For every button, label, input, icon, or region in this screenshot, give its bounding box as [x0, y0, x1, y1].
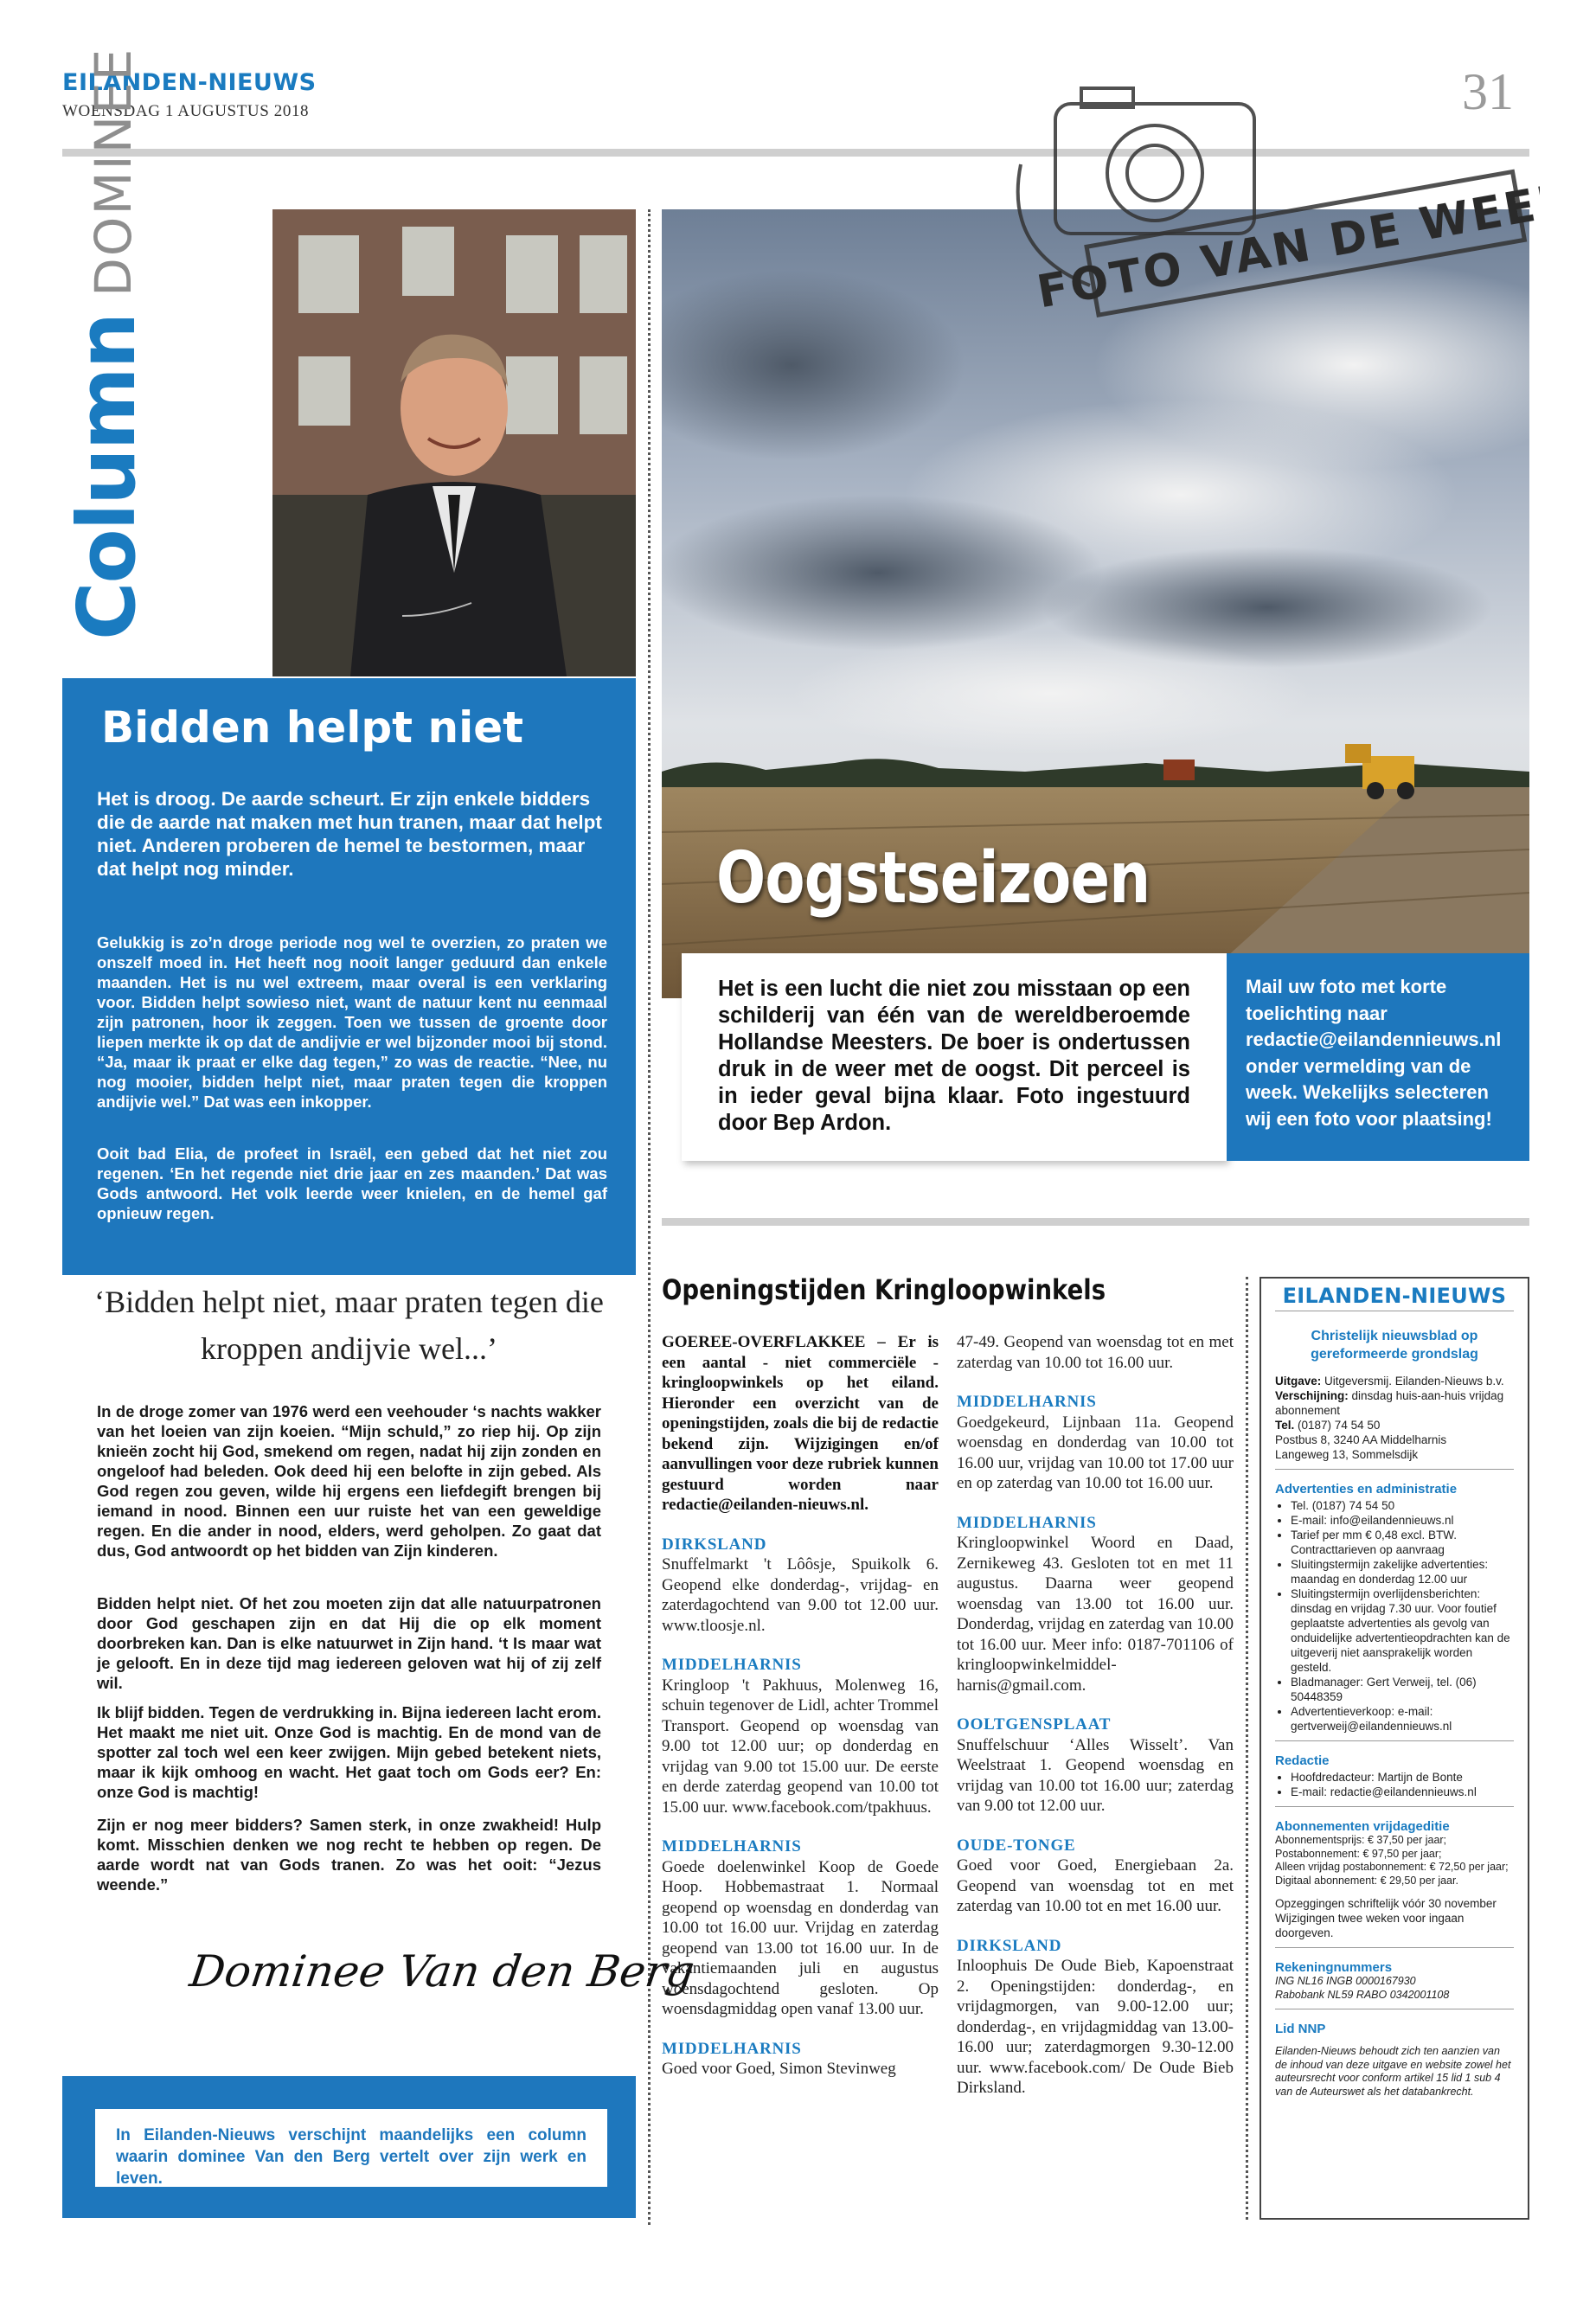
shop-details: Kringloop 't Pakhuus, Molenweg 16, schuin tegenover de Lidl, achter Trommel Transport. Geopend op woensdag van 9.00 tot 12.00 uur; op donderdag en vrijdag van 9.00 tot 15.00 uur. De eerste en derde zaterdag geopend van 10.00 tot 15.00 uur. www.facebook.com/tpakhuus. [662, 1676, 939, 1817]
shop-details: Snuffelmarkt 't Lôôsje, Spuikolk 6. Geopend elke donderdag-, vrijdag- en zaterdagochtend van 9.00 tot 12.00 uur. www.tloosje.nl. [662, 1555, 939, 1635]
author-portrait [272, 209, 636, 676]
submit-photo-box: Mail uw foto met korte toelichting naar redactie@eilandennieuws.nl onder vermelding van de week. Wekelijks selecteren wij een foto voor plaatsing! [1227, 953, 1529, 1161]
value: Uitgeversmij. Eilanden-Nieuws b.v. [1324, 1375, 1504, 1388]
address-line: Postbus 8, 3240 AA Middelharnis [1275, 1433, 1447, 1446]
shop-place: DIRKSLAND [957, 1936, 1062, 1955]
shop-details: Goed voor Goed, Simon Stevinweg [662, 2060, 896, 2078]
editorial-heading: Redactie [1275, 1753, 1330, 1768]
shop-place: MIDDELHARNIS [662, 1656, 802, 1674]
kringloop-divider [1246, 1277, 1248, 2220]
column-footer-note: In Eilanden-Nieuws verschijnt maandelijks een column waarin dominee Van den Berg vertelt over zijn werk en leven. [95, 2109, 607, 2187]
price-line: Alleen vrijdag postabonnement: € 72,50 per jaar; [1275, 1861, 1509, 1873]
column-paragraph: Zijn er nog meer bidders? Samen sterk, in onze zwakheid! Hulp komt. Misschien denken we nog recht te hebben op regen. De aarde wordt nat van Gods tranen. Zo was het ooit: “Jezus weende.” [97, 1816, 601, 1894]
shop-place: MIDDELHARNIS [957, 1393, 1097, 1411]
column-divider [648, 209, 651, 2225]
list-item: • E-mail: info@eilandennieuws.nl [1291, 1513, 1514, 1528]
shop-details-continued: 47-49. Geopend van woensdag tot en met zaterdag van 10.00 tot 16.00 uur. [957, 1333, 1234, 1372]
list-item: • Tel. (0187) 74 54 50 [1291, 1498, 1514, 1513]
shop-place: MIDDELHARNIS [662, 1837, 802, 1856]
subscription-prices [1275, 1834, 1514, 1888]
price-line: Digitaal abonnement: € 29,50 per jaar. [1275, 1874, 1458, 1887]
column-title: Bidden helpt niet [101, 702, 524, 753]
stamp-label: FOTO VAN DE WEEK [1033, 173, 1540, 319]
label: Uitgave: [1275, 1375, 1322, 1388]
label: Tel. [1275, 1419, 1295, 1432]
address-line: Langeweg 13, Sommelsdijk [1275, 1448, 1419, 1461]
list-item: • Sluitingstermijn overlijdensberichten: dinsdag en vrijdag 7.30 uur. Voor foutief geplaatste advertenties als gevolg van onduidelijke advertentieopdrachten kan de uitgeverij niet aansprakelijk worden gesteld. [1291, 1586, 1514, 1675]
column-paragraph: Gelukkig is zo’n droge periode nog wel te overzien, zo praten we onszelf moed in. Het heeft nog nooit langer geduurd dan enkele maanden. Het is nu wel extreem, maar overal is een verklaring voor. Bidden helpt sowieso niet, want de natuur kent nu eenmaal zijn patronen, hoor ik zeggen. Toen we tussen de groente door liepen merkte ik op dat de andijvie er wel bijzonder mooi bij stond. “Ja, maar ik praat er elke dag tegen,” zo was de reactie. “Nee, nu nog mooier, bidden helpt niet, maar praten tegen die kroppen andijvie wel.” Dat was een inkopper. [97, 933, 607, 1111]
shop-place: OOLTGENSPLAAT [957, 1715, 1112, 1734]
shop-place: DIRKSLAND [662, 1535, 767, 1554]
kringloop-column-1 [662, 1332, 939, 2080]
value: dinsdag huis-aan-huis vrijdag abonnement [1275, 1389, 1504, 1417]
shop-details: Snuffelschuur ‘Alles Wisselt’. Van Weelstraat 1. Geopend woensdag en vrijdag van 10.00 tot 16.00 uur; zaterdag van 9.00 tot 12.00 uur. [957, 1735, 1234, 1815]
section-title: Openingstijden Kringloopwinkels [662, 1273, 1106, 1306]
shop-details: Goedgekeurd, Lijnbaan 11a. Geopend woensdag en donderdag van 10.00 tot 16.00 uur, vrijdag van 10.00 tot 17.00 uur en op zaterdag van 10.00 tot 16.00 uur. [957, 1413, 1234, 1492]
colophon-publisher [1275, 1374, 1514, 1462]
label: Verschijning: [1275, 1389, 1349, 1402]
list-item: • Advertentieverkoop: e-mail: gertverweij@eilandennieuws.nl [1291, 1704, 1514, 1734]
shop-place: MIDDELHARNIS [957, 1513, 1097, 1532]
column-paragraph: Ooit bad Elia, de profeet in Israël, een gebed dat het niet zou regenen. ‘En het regende niet drie jaar en zes maanden.’ Dat was Gods antwoord. Het volk leerde weer knielen, en de hemel gaf opnieuw regen. [97, 1144, 607, 1222]
list-item: • Bladmanager: Gert Verweij, tel. (06) 50448359 [1291, 1675, 1514, 1704]
column-footer-box [62, 2076, 636, 2218]
column-paragraph: In de droge zomer van 1976 werd een veehouder ‘s nachts wakker van het loeien van zijn koeien. “Mijn schuld,” zo riep hij. Op zijn knieën zocht hij God, smekend om regen, nadat hij zijn zonden en ongeloof had beleden. Ook deed hij een belofte in zijn gebed. Als God regen zou geven, wilde hij ergens een liefdegift brengen bij iemand in nood. Binnen een uur ruiste het van een geweldige regen. En die ander in nood, elders, werd geholpen. Zo gaat dat dus, God antwoordt op het bidden van Zijn kinderen. [97, 1402, 601, 1560]
foto-van-de-week-stamp [986, 78, 1540, 389]
author-signature: Dominee Van den Berg [186, 1946, 698, 1997]
colophon-panel [1259, 1277, 1529, 2220]
shop-details: Kringloopwinkel Woord en Daad, Zernikeweg 43. Gesloten tot en met 11 augustus. Daarna weer geopend woensdag van 13.00 tot 16.00 uur. Donderdag, vrijdag en zaterdag van 10.00 tot 16.00 uur. Meer info: 0187-701106 of kringloopwinkelmiddel-harnis@gmail.com. [957, 1534, 1234, 1695]
column-subject: DOMINEE [84, 47, 143, 297]
shop-details: Inloophuis De Oude Bieb, Kapoenstraat 2. Openingstijden: donderdag-, en vrijdagmorgen, van 9.00-12.00 uur; donderdag-, en vrijdagmiddag van 13.00-16.00 uur; zaterdagmorgen 9.30-12.00 uur. www.facebook.com/ De Oude Bieb Dirksland. [957, 1957, 1234, 2097]
camera-stamp-icon [986, 78, 1540, 389]
colophon-rule [1275, 1947, 1514, 1948]
bank-line: Rabobank NL59 RABO 0342001108 [1275, 1988, 1450, 2001]
colophon-rule [1275, 1806, 1514, 1807]
paper-masthead: EILANDEN-NIEUWS [62, 69, 317, 96]
advertising-list [1275, 1498, 1514, 1734]
section-rule [662, 1218, 1529, 1226]
column-word: Column [61, 313, 153, 640]
page-number: 31 [1462, 63, 1514, 120]
list-item: • E-mail: redactie@eilandennieuws.nl [1291, 1785, 1514, 1799]
list-item: • Hoofdredacteur: Martijn de Bonte [1291, 1770, 1514, 1785]
colophon-rule [1275, 1469, 1514, 1470]
portrait-illustration [272, 209, 636, 676]
bank-line: ING NL16 INGB 0000167930 [1275, 1975, 1416, 1987]
photo-caption: Het is een lucht die niet zou misstaan op een schilderij van één van de wereldberoemde Hollandse Meesters. De boer is ondertussen druk in de weer met de oogst. Dit perceel is in ieder geval bijna klaar. Foto ingestuurd door Bep Ardon. [682, 953, 1227, 1161]
membership: Lid NNP [1275, 2022, 1326, 2036]
issue-date: WOENSDAG 1 AUGUSTUS 2018 [62, 102, 310, 120]
subscription-note: Opzeggingen schriftelijk vóór 30 november Wijzigingen twee weken voor ingaan doorgeven. [1275, 1897, 1497, 1939]
colophon-rule [1275, 1740, 1514, 1741]
column-paragraph: Bidden helpt niet. Of het zou moeten zijn dat alle natuurpatronen door God geschapen zijn en dat Hij die op elk moment doorbreken kan. Dan is elke natuurwet in Zijn hand. ‘t Is maar wat je gelooft. En in deze tijd mag iedereen geloven wat hij of zij zelf wil. [97, 1594, 601, 1692]
kringloop-column-2 [957, 1332, 1234, 2099]
subscription-heading: Abonnementen vrijdageditie [1275, 1819, 1450, 1834]
price-line: Abonnementsprijs: € 37,50 per jaar; [1275, 1834, 1447, 1846]
column-paragraph: Ik blijf bidden. Tegen de verdrukking in. Bijna iedereen lacht erom. Het maakt me niet uit. Onze God is machtig. En de mond van de spotter zal toch wel een keer zwijgen. Mijn gebed betekent niets, maar ik kijk omhoog en wacht. Het gaat toch om Gods eer? En: onze God is machtig! [97, 1703, 601, 1801]
column-box [62, 678, 636, 1275]
shop-place: OUDE-TONGE [957, 1836, 1076, 1855]
colophon-logo: EILANDEN-NIEUWS [1282, 1284, 1507, 1308]
value: (0187) 74 54 50 [1298, 1419, 1381, 1432]
shop-place: MIDDELHARNIS [662, 2039, 802, 2058]
colophon-tagline: Christelijk nieuwsblad op gereformeerde grondslag [1311, 1329, 1478, 1362]
copyright-disclaimer: Eilanden-Nieuws behoudt zich ten aanzien van de inhoud van deze uitgave en website zowel het auteursrecht voor conform artikel 15 lid 1 sub 4 van de Auteurswet als het databankrecht. [1275, 2045, 1511, 2098]
pull-quote: ‘Bidden helpt niet, maar praten tegen die kroppen andijvie wel...’ [94, 1285, 604, 1366]
shop-details: Goed voor Goed, Energiebaan 2a. Geopend van woensdag tot en met zaterdag van 10.00 tot en met 16.00 uur. [957, 1856, 1234, 1915]
photo-title: Oogstseizoen [716, 837, 1151, 920]
shop-details: Goede doelenwinkel Koop de Goede Hoop. Hobbemastraat 1. Normaal geopend op woensdag en donderdag van 10.00 tot 16.00 uur. Vrijdag en zaterdag geopend van 13.00 tot 16.00 uur. In de vakantiemaanden juli en augustus woensdagochtend gesloten. Op woensdagmiddag open vanaf 13.00 uur. [662, 1857, 939, 2018]
list-item: • Sluitingstermijn zakelijke advertenties: maandag en donderdag 12.00 uur [1291, 1557, 1514, 1586]
column-lead: Het is droog. De aarde scheurt. Er zijn enkele bidders die de aarde nat maken met hun tranen, maar dat helpt niet. Anderen proberen de hemel te bestormen, maar dat helpt nog minder. [97, 788, 602, 880]
kringloop-intro: GOEREE-OVERFLAKKEE – Er is een aantal - niet commerciële - kringloopwinkels op het eiland. Hieronder een overzicht van de openingstijden, zoals die bij de redactie bekend zijn. Wijzigingen en/of aanvullingen voor deze rubriek kunnen gestuurd worden naar redactie@eilanden-nieuws.nl. [662, 1333, 939, 1514]
editorial-list [1275, 1770, 1514, 1799]
list-item: • Tarief per mm € 0,48 excl. BTW. Contracttarieven op aanvraag [1291, 1528, 1514, 1557]
price-line: Postabonnement: € 97,50 per jaar; [1275, 1847, 1442, 1860]
column-label [61, 48, 153, 640]
advertising-heading: Advertenties en administratie [1275, 1482, 1458, 1497]
bank-heading: Rekeningnummers [1275, 1960, 1393, 1975]
